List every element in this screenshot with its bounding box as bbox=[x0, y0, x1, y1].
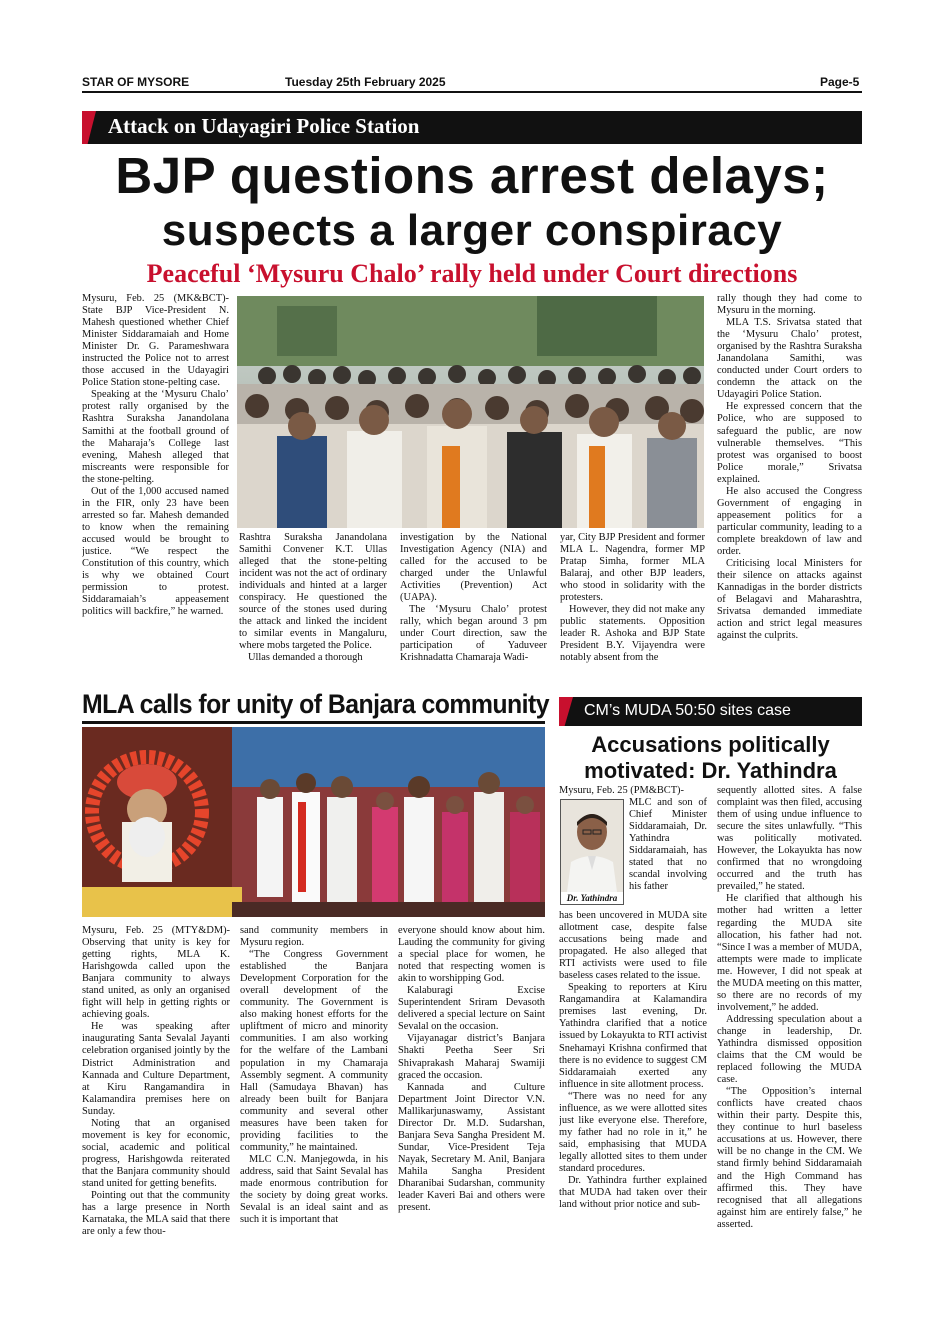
lead-headline-line2: suspects a larger conspiracy bbox=[161, 206, 783, 255]
paragraph: Dr. Yathindra further explained that MUDA had taken over their land without prior notice and sub- bbox=[559, 1175, 707, 1211]
muda-column-2 bbox=[717, 785, 862, 1261]
paragraph: Mysuru, Feb. 25 (PM&BCT)- bbox=[559, 785, 684, 796]
paragraph: Ullas demanded a thorough bbox=[248, 652, 363, 664]
paragraph: MLC and son of Chief Minister Siddaramaiah, Dr. Yathindra Siddaramaiah, has stated that no scandal involving his father bbox=[629, 797, 707, 893]
paragraph: MLC C.N. Manjegowda, in his address, said that Saint Sevalal has made enormous contribution for the society by doing great works. Sevalal is an ideal saint and as such it is important that bbox=[240, 1153, 388, 1226]
banjara-headline: MLA calls for unity of Banjara community bbox=[82, 689, 549, 719]
muda-headline-line1: Accusations politically bbox=[591, 732, 830, 757]
banjara-event-photo bbox=[82, 727, 545, 917]
paragraph: Rashtra Suraksha Janandolana Samithi Convener K.T. Ullas alleged that the stone-pelting incident was not the act of ordinary individuals and hinted at a larger conspiracy. He questioned the source of the stones used during the attack and linked the incident to similar events in Mangaluru, where mobs targeted the Police. bbox=[239, 532, 387, 652]
paragraph: He expressed concern that the Police, who are supposed to safeguard the public, are now vulnerable themselves. “This protest was organised to boost Police morale,” Srivatsa explained. bbox=[717, 401, 862, 485]
banjara-ceremony-image bbox=[82, 727, 545, 917]
paragraph: “The Congress Government established the Banjara Development Corporation for the overall development of the community. The Government is also making honest efforts for the upliftment of micro and minority communities. I am also working for the welfare of the Lambani population in my Chamaraja Assembly segment. A community Hall (Samudaya Bhavan) has already been built for Banjara community and several other measures have been taken for providing facilities to the community,” he maintained. bbox=[240, 949, 388, 1153]
lead-column-4 bbox=[560, 532, 705, 687]
paragraph: sand community members in Mysuru region. bbox=[240, 925, 388, 949]
paragraph: Out of the 1,000 accused named in the FIR, only 23 have been arrested so far. Mahesh demanded to know when the remaining accused would be brought to justice. “We respect the Constitution of this country, which is why we obtained Court permission to protest. Siddaramaiah’s appeasement politics will backfire,” he warned. bbox=[82, 485, 229, 618]
lead-column-3 bbox=[400, 532, 547, 687]
paragraph: everyone should know about him. Lauding the community for giving a special place for women, he noted that respecting women is akin to worshipping God. bbox=[398, 925, 545, 985]
paragraph: “The Opposition’s internal conflicts have created chaos within their party. Despite this, they continue to hurl baseless accusations at us. However, there will be no change in the CM. We stand firmly behind Siddaramaiah and the High Command has affirmed this. They have recognised that all allegations against him are entirely false,” he asserted. bbox=[717, 1086, 862, 1230]
paragraph: yar, City BJP President and former MLA L. Nagendra, former MP Pratap Simha, former MLA Balaraj, and other BJP leaders, who stood in solidarity with the protesters. bbox=[560, 532, 705, 604]
paragraph: sequently allotted sites. A false complaint was then filed, accusing them of using undue influence to secure the sites unlawfully. “This was politically motivated. However, the Lokayukta has now confirmed that no wrongdoing occurred and the truth has prevailed,” he stated. bbox=[717, 785, 862, 893]
paragraph: Vijayanagar district’s Banjara Shakti Peetha Seer Sri Shivaprakash Maharaj Swamiji graced the occasion. bbox=[398, 1033, 545, 1081]
paragraph: He was speaking after inaugurating Santa Sevalal Jayanti celebration organised jointly by the District Administration and Kannada and Culture Department, at Kiru Rangamandira in Kalamandira premises here on Sunday. bbox=[82, 1021, 230, 1117]
muda-column-1 bbox=[559, 910, 707, 1261]
paragraph: MLA T.S. Srivatsa stated that the ‘Mysuru Chalo’ protest, organised by the Rashtra Suraksha Janandolana Samithi, was conducted under Court orders to condemn the attack on the Udayagiri Police Station. bbox=[717, 317, 862, 401]
paragraph: “There was no need for any influence, as we were allotted sites just like everyone else. Therefore, my father had no role in it,” he said, emphasising that MUDA legally allotted sites to them under standard procedures. bbox=[559, 1090, 707, 1174]
header-rule bbox=[82, 91, 862, 93]
paragraph: has been uncovered in MUDA site allotment case, despite false accusations being made and propagated. He also alleged that RTI activists were used to file baseless cases related to the issue. bbox=[559, 910, 707, 982]
lead-column-2 bbox=[239, 532, 387, 687]
lead-column-5 bbox=[717, 293, 862, 687]
paragraph: He clarified that although his mother had written a letter regarding the MUDA site allocation, his father had not. “Since I was a member of MUDA, attempts were made to implicate me. However, I did not speak at the MUDA meeting on this matter, so there are no records of my involvement,” he added. bbox=[717, 893, 862, 1013]
lead-column-1 bbox=[82, 293, 229, 687]
banjara-headline-rule bbox=[82, 721, 545, 724]
lead-headline-line1: BJP questions arrest delays; bbox=[115, 147, 829, 204]
banjara-column-1 bbox=[82, 925, 230, 1261]
paragraph: Criticising local Ministers for their silence on attacks against Kannadigas in the border districts of Belagavi and Maharashtra, Srivatsa demanded immediate action and strict legal measures against the culprits. bbox=[717, 558, 862, 642]
paragraph: Speaking to reporters at Kiru Rangamandira at Kalamandira premises last evening, Dr. Yathindra clarified that a notice issued by Lokayukta to RTI activist Snehamayi Krishna confirmed that there is no evidence to suggest CM Siddaramaiah exerted any influence in site allotment process. bbox=[559, 982, 707, 1090]
paragraph: Noting that an organised movement is key for economic, social, academic and political progress, Harishgowda reiterated that the Banjara community should stand united for getting benefits. bbox=[82, 1117, 230, 1189]
paragraph: Mysuru, Feb. 25 (MTY&DM)- Observing that unity is key for getting rights, MLA K. Harishgowda called upon the Banjara community to always stand united, as only an organised fight will help in getting rights or achieving goals. bbox=[82, 925, 230, 1021]
paragraph: Pointing out that the community has a large presence in North Karnataka, the MLA said that there are only a few thou- bbox=[82, 1190, 230, 1238]
rally-crowd-image bbox=[237, 296, 704, 528]
paper-name: STAR OF MYSORE bbox=[82, 75, 190, 89]
paragraph: Speaking at the ‘Mysuru Chalo’ protest rally organised by the Rashtra Suraksha Janandolana Samithi at the football ground of the Maharaja’s College last evening, Mahesh alleged that miscreants were responsible for the stone-pelting. bbox=[82, 389, 229, 485]
lead-kicker: Attack on Udayagiri Police Station bbox=[108, 114, 420, 138]
paragraph: Mysuru, Feb. 25 (MK&BCT)- State BJP Vice-President N. Mahesh questioned whether Chief Minister Siddaramaiah and Home Minister Dr. G. Parameshwara instructed the Police not to arrest those accused in the Udayagiri Police Station stone-pelting case. bbox=[82, 293, 229, 389]
rally-photo bbox=[237, 296, 704, 528]
paragraph: He also accused the Congress Government of engaging in appeasement politics for a particular community, leading to a complete breakdown of law and order. bbox=[717, 485, 862, 557]
yathindra-photo bbox=[560, 799, 624, 905]
muda-beside-photo-text bbox=[629, 797, 707, 907]
issue-date: Tuesday 25th February 2025 bbox=[285, 75, 446, 89]
paragraph: Kannada and Culture Department Joint Director V.N. Mallikarjunaswamy, Assistant Director Dr. M.D. Sudarshan, Banjara Seva Sangha President M. Sundar, Vice-President Teja Nayak, Secretary M. Anil, Banjara Mahila Sangha President Dharanibai Sudarshan, community leader Kaveri Bai and others were present. bbox=[398, 1081, 545, 1214]
yathindra-portrait-image bbox=[561, 800, 623, 892]
paragraph: Kalaburagi Excise Superintendent Sriram Devasoth delivered a special lecture on Saint Sevalal on the occasion. bbox=[398, 985, 545, 1033]
paragraph: Addressing speculation about a change in leadership, Dr. Yathindra dismissed opposition claims that the CM would be replaced following the MUDA case. bbox=[717, 1013, 862, 1086]
muda-kicker: CM’s MUDA 50:50 sites case bbox=[584, 702, 791, 719]
page-number: Page-5 bbox=[820, 75, 860, 89]
paragraph: However, they did not make any public statements. Opposition leader R. Ashoka and BJP State President B.Y. Vijayendra were notably absent from the bbox=[560, 604, 705, 664]
paragraph: rally though they had come to Mysuru in the morning. bbox=[717, 293, 862, 317]
muda-headline-line2: motivated: Dr. Yathindra bbox=[584, 758, 837, 783]
paragraph: investigation by the National Investigation Agency (NIA) and called for the accused to be charged under the Unlawful Activities (Prevention) Act (UAPA). bbox=[400, 532, 547, 604]
lead-subheadline: Peaceful ‘Mysuru Chalo’ rally held under Court directions bbox=[146, 259, 798, 288]
banjara-column-3 bbox=[398, 925, 545, 1261]
banjara-column-2 bbox=[240, 925, 388, 1261]
photo-caption: Dr. Yathindra bbox=[561, 892, 623, 904]
paragraph: The ‘Mysuru Chalo’ protest rally, which began around 3 pm under Court direction, saw the participation of Yaduveer Krishnadatta Chamaraja Wadi- bbox=[400, 604, 547, 664]
